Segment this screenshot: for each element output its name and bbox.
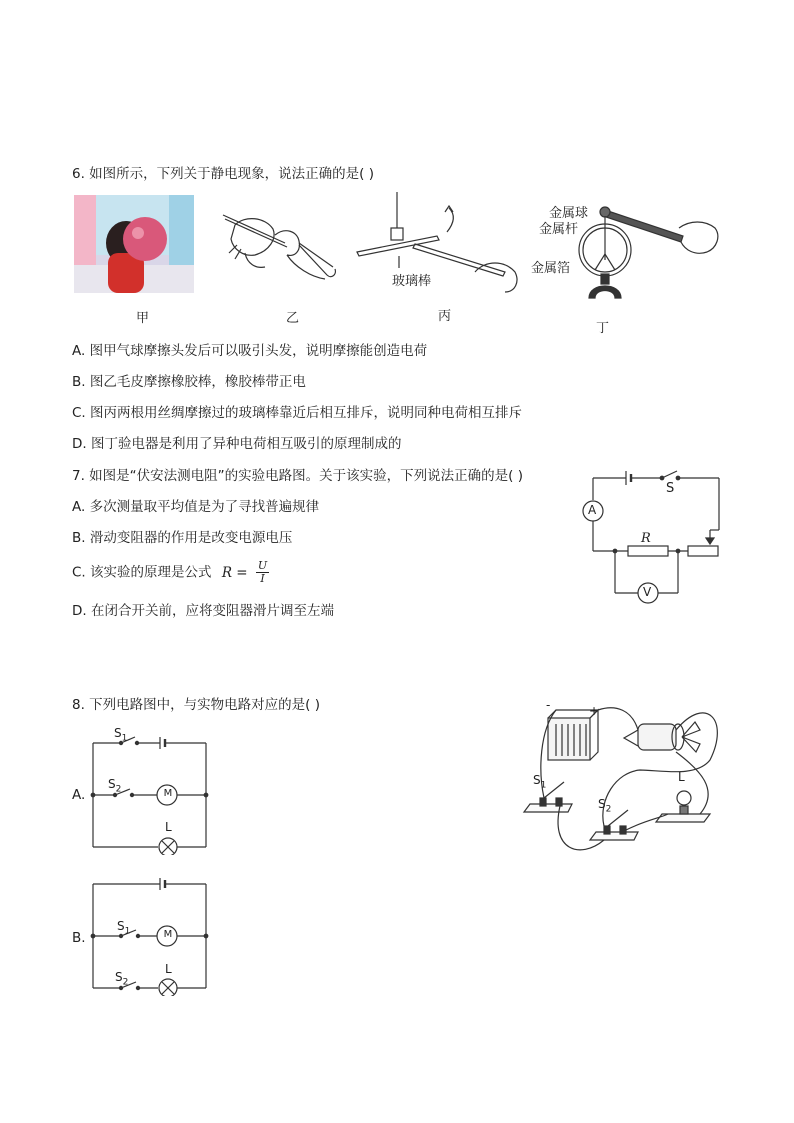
q7-circuit-diagram [580,468,730,612]
q8b-motor-label: M [163,929,173,940]
q7-option-d[interactable]: D. 在闭合开关前，应将变阻器滑片调至左端 [72,603,334,619]
q6-option-a[interactable]: A. 图甲气球摩擦头发后可以吸引头发，说明摩擦能创造电荷 [72,343,428,359]
figure-ding-electroscope [575,198,725,307]
q8-plus-label: + [589,704,600,718]
q8-option-b-circuit [90,876,215,1000]
q7-formula-fraction [256,560,269,585]
q8b-s1-label: $S_1$ [117,919,131,937]
label-metal-foil: 金属箔 [531,261,571,276]
q6-option-b[interactable]: B. 图乙毛皮摩擦橡胶棒，橡胶棒带正电 [72,374,306,390]
q7-option-c[interactable] [72,560,269,585]
q8a-s2-label: $S_2$ [108,777,122,795]
caption-bing: 丙 [438,309,452,324]
q8b-s2-label: $S_2$ [115,970,129,988]
caption-jia: 甲 [136,311,150,326]
q7-voltmeter-label: V [643,585,652,599]
figure-yi-drawing [215,205,340,289]
caption-yi: 乙 [286,311,300,326]
q8-option-b-label[interactable]: B. [72,930,86,946]
figure-jia-photo [74,195,194,293]
q6-option-d[interactable]: D. 图丁验电器是利用了异种电荷相互吸引的原理制成的 [72,436,402,452]
q8-physical-s1-label: $S_1$ [533,773,547,791]
q8a-lamp-label: L [165,820,172,834]
q8-physical-circuit [520,700,725,864]
q7-formula-lhs: R = [221,564,248,581]
q8-option-a-circuit [90,735,215,859]
label-metal-ball: 金属球 [549,206,589,221]
q8-physical-s2-label: $S_2$ [598,797,612,815]
q7-option-a[interactable]: A. 多次测量取平均值是为了寻找普遍规律 [72,499,320,515]
resistor-symbol [628,546,668,556]
label-glass-rod: 玻璃棒 [392,270,431,289]
q8a-motor-label: M [163,788,173,799]
q7-formula-denominator: I [260,572,265,585]
label-metal-rod: 金属杆 [539,222,579,237]
q7-option-b[interactable]: B. 滑动变阻器的作用是改变电源电压 [72,530,293,546]
q8-physical-lamp-label: L [678,770,685,784]
q6-option-c[interactable]: C. 图丙两根用丝绸摩擦过的玻璃棒靠近后相互排斥，说明同种电荷相互排斥 [72,405,523,421]
q8a-s1-label: $S_1$ [114,726,128,744]
q8-minus-label: - [546,698,551,712]
q8-option-a-label[interactable]: A. [72,787,86,803]
caption-ding: 丁 [596,321,610,336]
q7-formula-numerator: U [257,559,268,572]
rheostat-symbol [688,546,718,556]
question-6-stem: 6. 如图所示，下列关于静电现象，说法正确的是( ) [72,166,374,182]
figure-bing-drawing [355,192,525,306]
q7-option-c-text: C. 该实验的原理是公式 [72,564,212,581]
q8b-lamp-label: L [165,962,172,976]
question-8-stem: 8. 下列电路图中，与实物电路对应的是( ) [72,697,320,713]
q7-ammeter-label: A [588,503,597,517]
q7-switch-label: S [666,481,675,496]
q7-resistor-label: R [641,531,651,546]
question-7-stem: 7. 如图是“伏安法测电阻”的实验电路图。关于该实验，下列说法正确的是( ) [72,468,523,484]
